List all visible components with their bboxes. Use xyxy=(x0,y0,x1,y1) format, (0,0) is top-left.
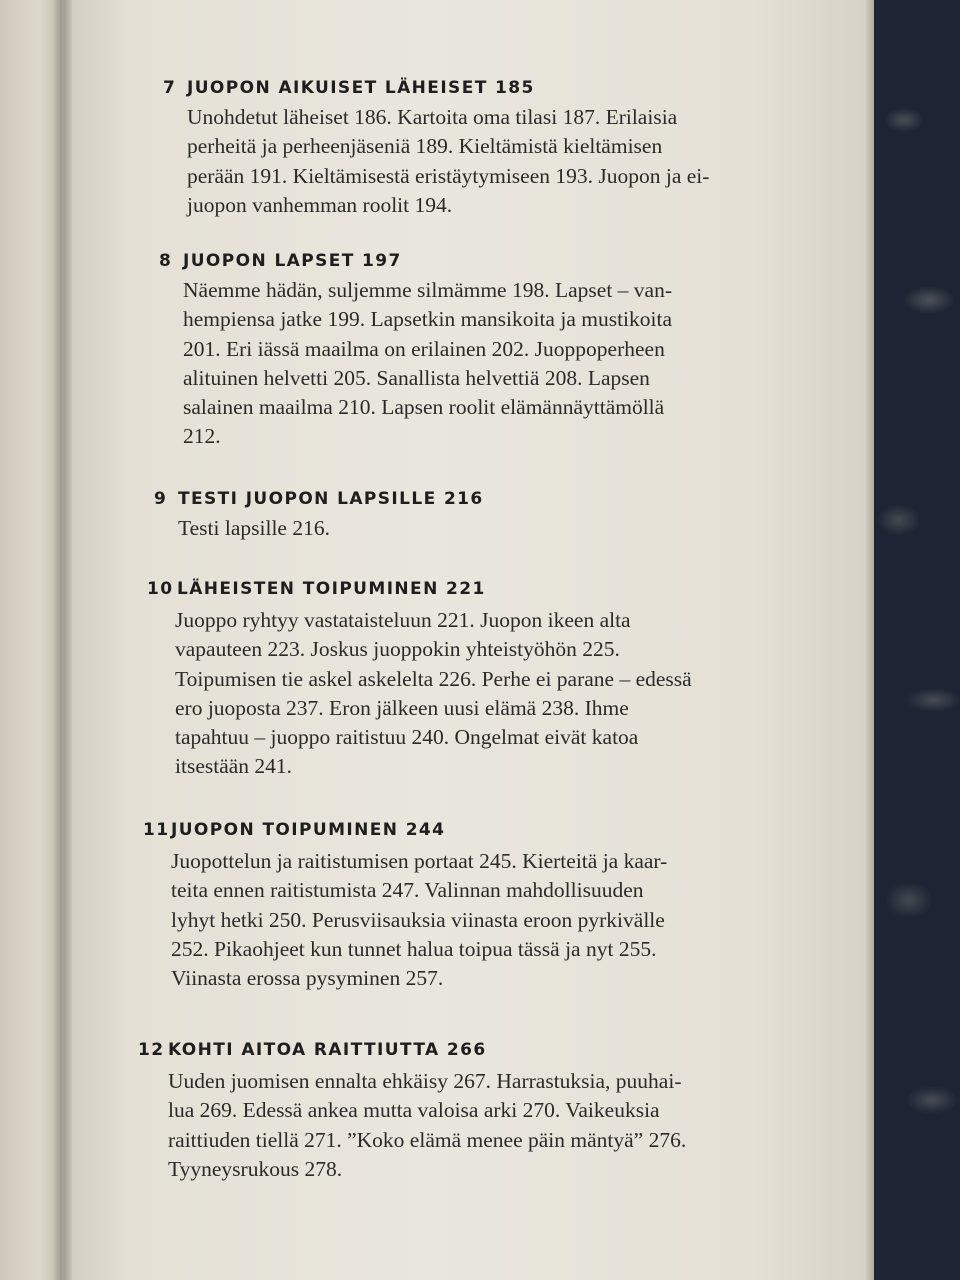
subsection-line: Unohdetut läheiset 186. Kartoita oma tilasi 187. Erilaisia xyxy=(187,105,678,129)
toc-entry-heading xyxy=(138,1038,686,1062)
toc-entry-heading xyxy=(143,818,667,842)
subsection-line: raittiuden tiellä 271. ”Koko elämä menee päin mäntyä” 276. xyxy=(168,1127,687,1152)
chapter-number: 12 xyxy=(138,1040,165,1060)
chapter-subsections xyxy=(168,1067,686,1184)
subsection-line: Näemme hädän, suljemme silmämme 198. Lapset – van- xyxy=(183,278,672,302)
toc-entry-10 xyxy=(147,577,692,782)
subsection-line: Juopottelun ja raitistumisen portaat 245. Kierteitä ja kaar- xyxy=(171,849,668,873)
subsection-line: vapauteen 223. Joskus juoppokin yhteistyöhön 225. xyxy=(175,637,620,662)
subsection-line: Testi lapsille 216. xyxy=(178,516,330,540)
chapter-number: 11 xyxy=(143,820,170,840)
subsection-line: lyhyt hetki 250. Perusviisauksia viinasta eroon pyrkivälle xyxy=(171,907,665,932)
toc-entry-11 xyxy=(143,818,667,993)
subsection-line: Uuden juomisen ennalta ehkäisy 267. Harrastuksia, puuhai- xyxy=(168,1069,682,1093)
chapter-title: TESTI JUOPON LAPSILLE 216 xyxy=(178,489,484,509)
subsection-line: teita ennen raitistumista 247. Valinnan mahdollisuuden xyxy=(171,878,644,903)
toc-entry-heading xyxy=(163,76,709,100)
toc-entry-9 xyxy=(154,487,484,543)
subsection-line: perään 191. Kieltämisestä eristäytymiseen 193. Juopon ja ei- xyxy=(187,163,710,188)
subsection-line: Toipumisen tie askel askelelta 226. Perhe ei parane – edessä xyxy=(175,666,692,691)
toc-entry-heading xyxy=(147,577,692,601)
toc-entry-heading xyxy=(159,249,672,273)
chapter-subsections xyxy=(187,103,709,220)
chapter-title: JUOPON AIKUISET LÄHEISET 185 xyxy=(187,78,535,98)
toc-entry-heading xyxy=(154,487,484,511)
chapter-title: LÄHEISTEN TOIPUMINEN 221 xyxy=(177,579,486,599)
subsection-line: salainen maailma 210. Lapsen roolit elämännäyttämöllä xyxy=(183,395,665,420)
subsection-line: tapahtuu – juoppo raitistuu 240. Ongelmat eivät katoa xyxy=(175,725,639,750)
chapter-title: JUOPON TOIPUMINEN 244 xyxy=(171,820,446,840)
chapter-title: KOHTI AITOA RAITTIUTTA 266 xyxy=(168,1040,487,1060)
subsection-line: ero juoposta 237. Eron jälkeen uusi elämä 238. Ihme xyxy=(175,695,629,720)
toc-entry-8 xyxy=(159,249,672,452)
subsection-line: Viinasta erossa pysyminen 257. xyxy=(171,966,444,991)
toc-entry-12 xyxy=(138,1038,686,1184)
chapter-title: JUOPON LAPSET 197 xyxy=(183,251,402,271)
subsection-line: Juoppo ryhtyy vastataisteluun 221. Juopon ikeen alta xyxy=(175,608,631,632)
chapter-number: 8 xyxy=(159,251,173,271)
subsection-line: alituinen helvetti 205. Sanallista helvettiä 208. Lapsen xyxy=(183,365,650,390)
chapter-number: 7 xyxy=(163,78,177,98)
subsection-line: 252. Pikaohjeet kun tunnet halua toipua tässä ja nyt 255. xyxy=(171,936,657,961)
chapter-subsections xyxy=(175,606,692,782)
subsection-line: itsestään 241. xyxy=(175,754,293,779)
subsection-line: lua 269. Edessä ankea mutta valoisa arki 270. Vaikeuksia xyxy=(168,1098,660,1123)
chapter-subsections xyxy=(183,276,672,452)
chapter-number: 9 xyxy=(154,489,168,509)
book-gutter xyxy=(52,0,72,1280)
subsection-line: juopon vanhemman roolit 194. xyxy=(187,192,453,217)
chapter-subsections xyxy=(171,847,667,993)
chapter-number: 10 xyxy=(147,579,174,599)
chapter-subsections xyxy=(178,514,484,543)
subsection-line: perheitä ja perheenjäseniä 189. Kieltämistä kieltämisen xyxy=(187,134,663,159)
toc-entry-7 xyxy=(163,76,709,220)
subsection-line: hempiensa jatke 199. Lapsetkin mansikoita ja mustikoita xyxy=(183,307,673,332)
subsection-line: 212. xyxy=(183,424,221,449)
subsection-line: Tyyneysrukous 278. xyxy=(168,1156,343,1181)
subsection-line: 201. Eri iässä maailma on erilainen 202. Juoppoperheen xyxy=(183,336,665,361)
book-cover xyxy=(874,0,960,1280)
